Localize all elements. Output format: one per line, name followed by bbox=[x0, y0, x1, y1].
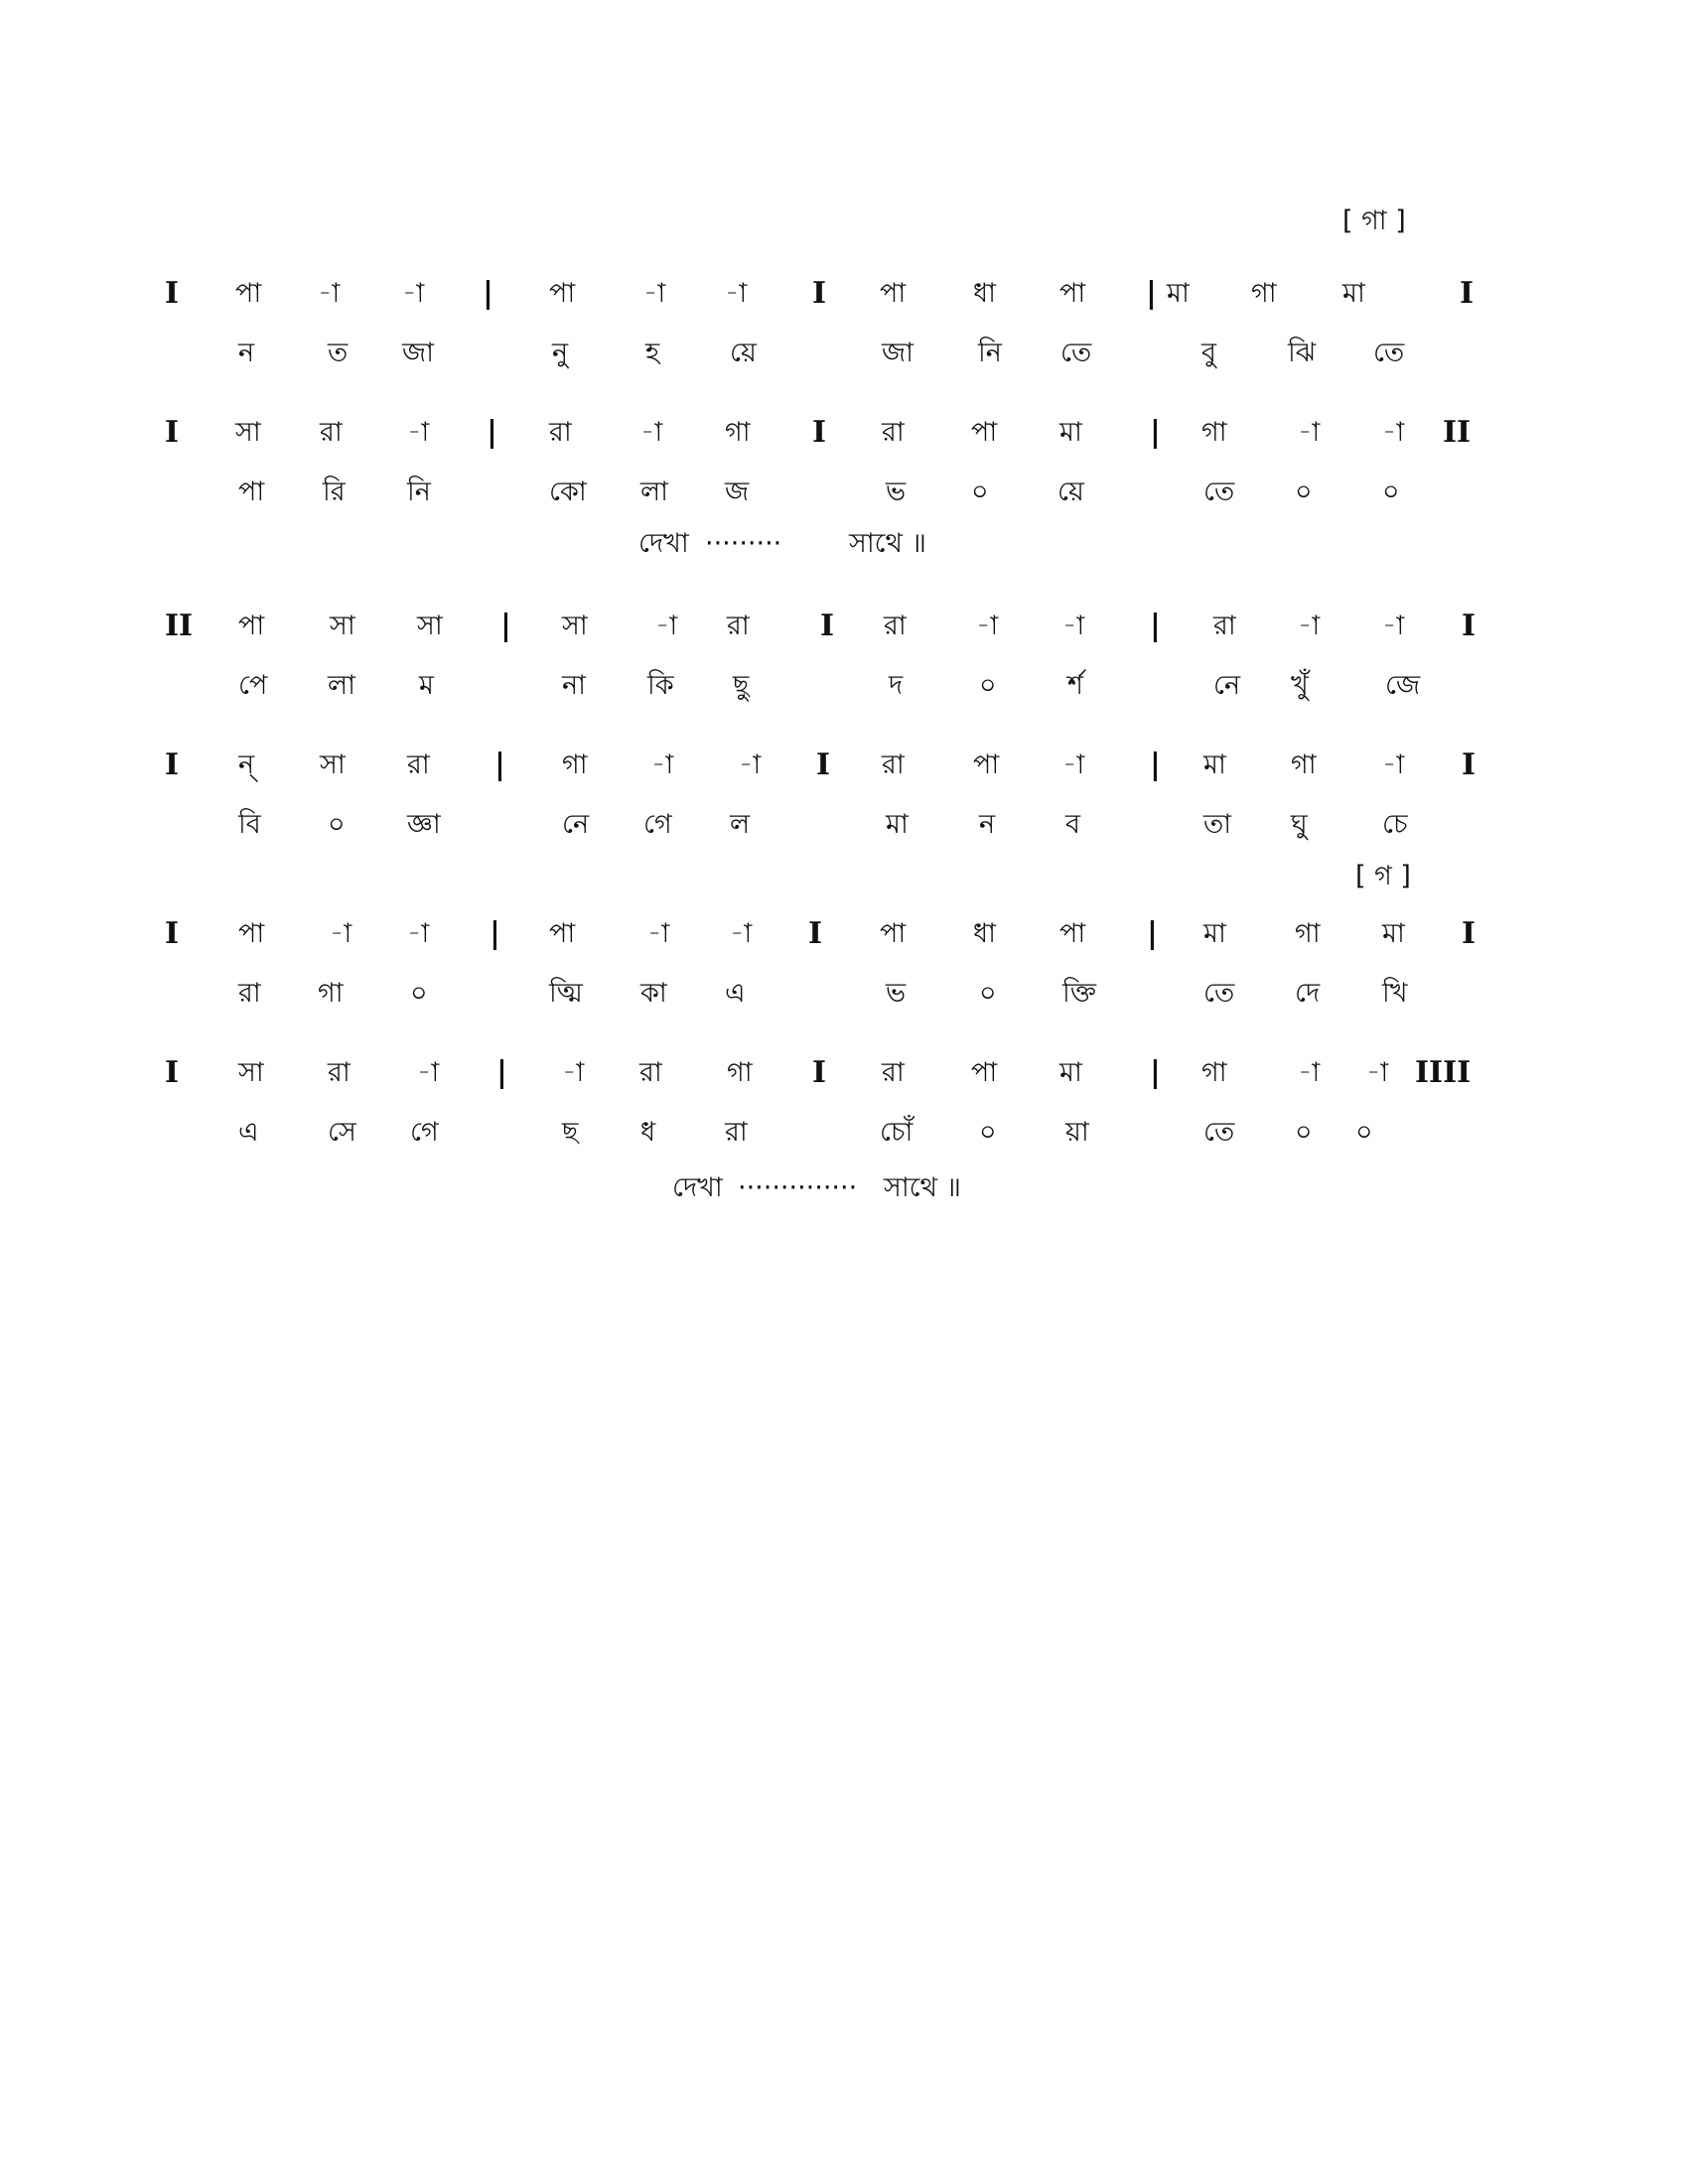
bar-mark: | bbox=[490, 916, 500, 951]
lyric-line-1 bbox=[0, 328, 1688, 379]
note: ন্ bbox=[238, 750, 255, 780]
note: পা bbox=[549, 278, 576, 309]
bar-mark: I bbox=[165, 276, 180, 311]
note: -া bbox=[330, 918, 352, 949]
lyric-line-2 bbox=[0, 467, 1688, 518]
note: -া bbox=[407, 417, 430, 448]
note: -া bbox=[1062, 750, 1085, 780]
note: পা bbox=[238, 611, 265, 641]
bar-mark: I bbox=[820, 609, 835, 643]
note: -া bbox=[1382, 750, 1405, 780]
lyric-syllable: তে bbox=[1203, 1117, 1235, 1148]
lyric-syllable: ঘু bbox=[1291, 809, 1308, 840]
bar-mark: | bbox=[1150, 609, 1161, 643]
note: পা bbox=[238, 918, 265, 949]
note: মা bbox=[1059, 1057, 1082, 1088]
notation-line-3 bbox=[0, 601, 1688, 652]
notation-line-4 bbox=[0, 740, 1688, 791]
lyric-syllable: তে bbox=[1373, 338, 1405, 368]
note: ধা bbox=[973, 918, 996, 949]
lyric-syllable: য়ে bbox=[730, 338, 757, 368]
lyric-line-3 bbox=[0, 660, 1688, 712]
note: মা bbox=[1059, 417, 1082, 448]
note: রা bbox=[639, 1057, 662, 1088]
bar-mark: | bbox=[496, 1055, 507, 1090]
bar-mark: I bbox=[1462, 609, 1477, 643]
lyric-syllable: খি bbox=[1382, 978, 1408, 1009]
note: গা bbox=[1251, 278, 1277, 309]
lyric-syllable: নু bbox=[552, 338, 569, 368]
lyric-syllable: জা bbox=[402, 338, 434, 368]
bar-mark: I bbox=[165, 916, 180, 951]
note: রা bbox=[884, 611, 907, 641]
bar-mark: I bbox=[808, 916, 823, 951]
bar-mark: | bbox=[1150, 415, 1161, 450]
lyric-syllable: জা bbox=[882, 338, 914, 368]
lyric-syllable: ০ bbox=[1295, 477, 1313, 507]
note: সা bbox=[562, 611, 588, 641]
bar-mark: I bbox=[165, 748, 180, 782]
note: -া bbox=[976, 611, 999, 641]
lyric-syllable: লা bbox=[640, 477, 668, 507]
bar-mark: | bbox=[487, 415, 497, 450]
note: গা bbox=[1291, 750, 1317, 780]
bar-mark: II bbox=[165, 609, 194, 643]
note: সা bbox=[238, 1057, 264, 1088]
lyric-syllable: ভ bbox=[886, 978, 907, 1009]
section-marker-1: [ গা ] bbox=[1342, 205, 1406, 236]
note: -া bbox=[318, 278, 341, 309]
bar-mark: I bbox=[165, 1055, 180, 1090]
note: গা bbox=[1201, 1057, 1227, 1088]
lyric-syllable: পা bbox=[238, 477, 265, 507]
note: -া bbox=[562, 1057, 585, 1088]
lyric-syllable: সে bbox=[328, 1117, 356, 1148]
note: সা bbox=[417, 611, 443, 641]
lyric-syllable: ০ bbox=[1355, 1117, 1373, 1148]
lyric-syllable: ০ bbox=[979, 1117, 997, 1148]
bar-mark: II bbox=[1443, 415, 1472, 450]
note: -া bbox=[407, 918, 430, 949]
lyric-syllable: খুঁ bbox=[1291, 670, 1309, 701]
lyric-syllable: ভ bbox=[886, 477, 907, 507]
lyric-syllable: ০ bbox=[1382, 477, 1400, 507]
note: -া bbox=[1298, 1057, 1321, 1088]
bar-mark: | bbox=[1146, 276, 1157, 311]
lyric-syllable: না bbox=[562, 670, 586, 701]
note: রা bbox=[407, 750, 430, 780]
lyric-syllable: এ bbox=[725, 978, 746, 1009]
lyric-syllable: জে bbox=[1385, 670, 1421, 701]
lyric-syllable: ন bbox=[979, 809, 996, 840]
lyric-syllable: বি bbox=[238, 809, 261, 840]
lyric-syllable: র্শ bbox=[1067, 670, 1083, 701]
bar-mark: IIII bbox=[1415, 1055, 1472, 1090]
lyric-syllable: কো bbox=[549, 477, 587, 507]
note: পা bbox=[880, 278, 907, 309]
lyric-syllable: রি bbox=[323, 477, 346, 507]
lyric-syllable: ত bbox=[328, 338, 349, 368]
lyric-syllable: গে bbox=[410, 1117, 439, 1148]
note: রা bbox=[549, 417, 572, 448]
bar-mark: I bbox=[816, 748, 831, 782]
note: মা bbox=[1382, 918, 1405, 949]
lyric-syllable: নে bbox=[562, 809, 590, 840]
bar-mark: I bbox=[1462, 916, 1477, 951]
bar-mark: I bbox=[812, 415, 827, 450]
note: গা bbox=[1295, 918, 1321, 949]
note: ধা bbox=[973, 278, 996, 309]
lyric-syllable: ধ bbox=[640, 1117, 656, 1148]
lyric-syllable: গে bbox=[643, 809, 672, 840]
lyric-syllable: ০ bbox=[979, 978, 997, 1009]
bar-mark: I bbox=[812, 1055, 827, 1090]
lyric-syllable: লা bbox=[328, 670, 355, 701]
note: পা bbox=[549, 918, 576, 949]
note: রা bbox=[1213, 611, 1236, 641]
lyric-line-6 bbox=[0, 1107, 1688, 1159]
lyric-syllable: নে bbox=[1213, 670, 1241, 701]
lyric-syllable: ন bbox=[238, 338, 255, 368]
note: -া bbox=[1062, 611, 1085, 641]
note: -া bbox=[1382, 417, 1405, 448]
lyric-syllable: ০ bbox=[410, 978, 428, 1009]
lyric-syllable: য়া bbox=[1065, 1117, 1089, 1148]
lyric-syllable: হ bbox=[645, 338, 660, 368]
bar-mark: | bbox=[1150, 1055, 1161, 1090]
lyric-syllable: পে bbox=[238, 670, 268, 701]
note: রা bbox=[882, 1057, 905, 1088]
bar-mark: | bbox=[500, 609, 511, 643]
bar-mark: | bbox=[483, 276, 493, 311]
bar-mark: | bbox=[1147, 916, 1158, 951]
note: গা bbox=[1201, 417, 1227, 448]
lyric-syllable: এ bbox=[238, 1117, 259, 1148]
lyric-syllable: রা bbox=[238, 978, 261, 1009]
lyric-syllable: চোঁ bbox=[880, 1117, 914, 1148]
lyric-syllable: নি bbox=[978, 338, 1002, 368]
refrain-dots: ·············· bbox=[738, 1172, 858, 1203]
lyric-syllable: মা bbox=[886, 809, 909, 840]
lyric-syllable: কি bbox=[647, 670, 674, 701]
lyric-syllable: ক্তি bbox=[1062, 978, 1096, 1009]
lyric-syllable: রা bbox=[725, 1117, 748, 1148]
note: পা bbox=[235, 278, 262, 309]
note: -া bbox=[1382, 611, 1405, 641]
note: -া bbox=[647, 918, 670, 949]
note: রা bbox=[882, 750, 905, 780]
note: পা bbox=[973, 750, 1000, 780]
note: -া bbox=[643, 278, 666, 309]
lyric-line-4 bbox=[0, 799, 1688, 851]
note: পা bbox=[1059, 278, 1086, 309]
lyric-syllable: ছ bbox=[562, 1117, 579, 1148]
note: পা bbox=[971, 417, 998, 448]
note: -া bbox=[739, 750, 762, 780]
note: -া bbox=[730, 918, 753, 949]
bar-mark: I bbox=[812, 276, 827, 311]
lyric-syllable: য়ে bbox=[1057, 477, 1084, 507]
lyric-syllable: ০ bbox=[1295, 1117, 1313, 1148]
lyric-syllable: গা bbox=[318, 978, 344, 1009]
refrain-line-2 bbox=[0, 1163, 1688, 1213]
note: -া bbox=[655, 611, 678, 641]
lyric-syllable: ঝি bbox=[1288, 338, 1317, 368]
bar-mark: I bbox=[165, 415, 180, 450]
lyric-syllable: চে bbox=[1382, 809, 1408, 840]
note: -া bbox=[725, 278, 748, 309]
note: মা bbox=[1167, 278, 1190, 309]
lyric-line-5 bbox=[0, 968, 1688, 1020]
lyric-syllable: কা bbox=[640, 978, 667, 1009]
lyric-syllable: জ bbox=[725, 477, 750, 507]
refrain-end: সাথে ॥ bbox=[884, 1172, 961, 1203]
note: মা bbox=[1203, 918, 1226, 949]
note: -া bbox=[640, 417, 663, 448]
lyric-syllable: ০ bbox=[328, 809, 346, 840]
refrain-end: সাথে ॥ bbox=[849, 528, 926, 559]
note: গা bbox=[727, 1057, 753, 1088]
note: গা bbox=[562, 750, 588, 780]
bar-mark: | bbox=[1150, 748, 1161, 782]
refrain-dots: ········· bbox=[705, 528, 782, 559]
note: মা bbox=[1342, 278, 1365, 309]
lyric-syllable: ছু bbox=[733, 670, 750, 701]
refrain-start: দেখা bbox=[638, 528, 689, 559]
note: সা bbox=[320, 750, 346, 780]
bar-mark: I bbox=[1460, 276, 1475, 311]
lyric-syllable: দ bbox=[889, 670, 904, 701]
note: সা bbox=[235, 417, 261, 448]
notation-line-5 bbox=[0, 908, 1688, 960]
note: গা bbox=[725, 417, 751, 448]
lyric-syllable: ল bbox=[730, 809, 751, 840]
refrain-start: দেখা bbox=[672, 1172, 723, 1203]
note: -া bbox=[1298, 417, 1321, 448]
note: -া bbox=[1366, 1057, 1389, 1088]
lyric-syllable: তে bbox=[1060, 338, 1092, 368]
notation-line-1 bbox=[0, 268, 1688, 320]
note: রা bbox=[727, 611, 750, 641]
note: পা bbox=[971, 1057, 998, 1088]
note: -া bbox=[1298, 611, 1321, 641]
lyric-syllable: বু bbox=[1201, 338, 1217, 368]
lyric-syllable: ত্মি bbox=[549, 978, 583, 1009]
bar-mark: I bbox=[1462, 748, 1477, 782]
note: -া bbox=[402, 278, 425, 309]
notation-line-2 bbox=[0, 407, 1688, 459]
lyric-syllable: ব bbox=[1065, 809, 1081, 840]
lyric-syllable: তা bbox=[1203, 809, 1232, 840]
note: রা bbox=[320, 417, 343, 448]
lyric-syllable: জ্ঞা bbox=[407, 809, 441, 840]
lyric-syllable: নি bbox=[407, 477, 431, 507]
note: সা bbox=[330, 611, 355, 641]
notation-line-6 bbox=[0, 1047, 1688, 1099]
note: রা bbox=[882, 417, 905, 448]
lyric-syllable: দে bbox=[1295, 978, 1321, 1009]
lyric-syllable: ০ bbox=[971, 477, 989, 507]
lyric-syllable: তে bbox=[1203, 477, 1235, 507]
bar-mark: | bbox=[494, 748, 505, 782]
note: -া bbox=[651, 750, 674, 780]
refrain-line-1 bbox=[0, 519, 1688, 569]
lyric-syllable: তে bbox=[1203, 978, 1235, 1009]
lyric-syllable: ০ bbox=[979, 670, 997, 701]
note: পা bbox=[1059, 918, 1086, 949]
lyric-syllable: ম bbox=[419, 670, 434, 701]
section-marker-3: [ গ ] bbox=[1355, 861, 1411, 891]
note: -া bbox=[417, 1057, 440, 1088]
note: মা bbox=[1203, 750, 1226, 780]
note: পা bbox=[880, 918, 907, 949]
note: রা bbox=[328, 1057, 351, 1088]
